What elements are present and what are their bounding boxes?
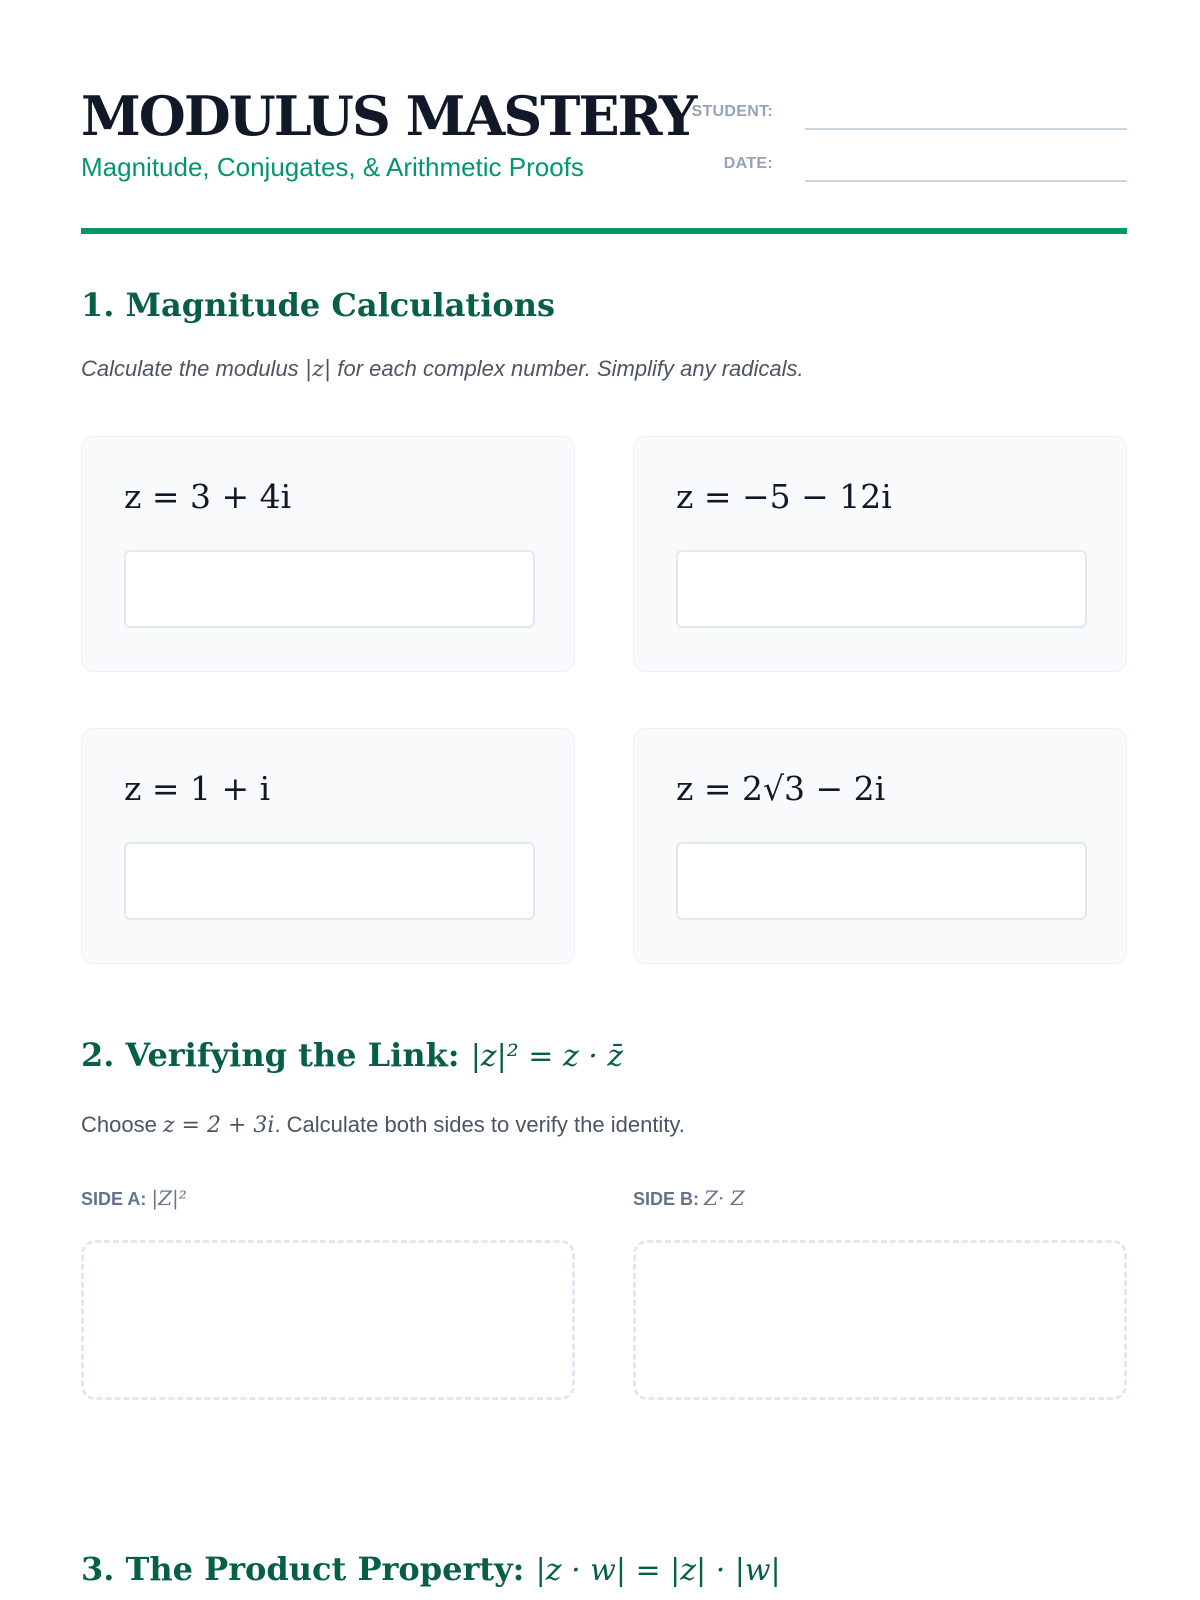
side-a-work-area[interactable] [81, 1240, 575, 1400]
problem-expression: z = 3 + 4i [124, 477, 292, 516]
student-label: STUDENT: [691, 103, 773, 120]
answer-box[interactable] [124, 842, 535, 920]
side-a-label [81, 1186, 187, 1210]
side-b-work-area[interactable] [633, 1240, 1127, 1400]
instruction-text-post: for each complex number. Simplify any radicals. [337, 356, 804, 381]
answer-box[interactable] [676, 842, 1087, 920]
section-3-title [81, 1550, 781, 1588]
date-field[interactable] [805, 180, 1127, 182]
side-a-math: |Z|² [151, 1186, 187, 1210]
side-b-math: Z· Z [704, 1186, 745, 1210]
section-3-title-math: |z · w| = |z| · |w| [535, 1553, 781, 1588]
problem-card-1 [81, 436, 575, 672]
instruction-text-post: . Calculate both sides to verify the identity. [274, 1112, 685, 1137]
problem-card-3 [81, 728, 575, 964]
problem-card-4 [633, 728, 1127, 964]
instruction-math: z = 2 + 3i [162, 1113, 275, 1138]
problem-expression: z = 2√3 − 2i [676, 769, 886, 808]
side-b-label [633, 1186, 745, 1210]
section-1-instruction [81, 356, 804, 382]
date-label: DATE: [723, 155, 773, 172]
problem-expression: z = 1 + i [124, 769, 271, 808]
problem-expression: z = −5 − 12i [676, 477, 892, 516]
side-b-text: SIDE B: [633, 1189, 700, 1209]
instruction-math: |z| [304, 357, 332, 382]
section-2-title-math: |z|² = z · z̄ [470, 1039, 624, 1074]
problem-card-2 [633, 436, 1127, 672]
worksheet-subtitle: Magnitude, Conjugates, & Arithmetic Proofs [81, 152, 584, 182]
side-a-text: SIDE A: [81, 1189, 147, 1209]
section-3-title-text: 3. The Product Property: [81, 1550, 525, 1588]
answer-box[interactable] [124, 550, 535, 628]
section-1-title: 1. Magnitude Calculations [81, 286, 555, 324]
header-divider [81, 228, 1127, 234]
section-2-instruction [81, 1112, 685, 1138]
answer-box[interactable] [676, 550, 1087, 628]
instruction-text-pre: Calculate the modulus [81, 356, 299, 381]
worksheet-title: MODULUS MASTERY [81, 84, 696, 148]
section-2-title [81, 1036, 623, 1074]
section-2-title-text: 2. Verifying the Link: [81, 1036, 460, 1074]
student-name-field[interactable] [805, 128, 1127, 130]
instruction-text-pre: Choose [81, 1112, 157, 1137]
